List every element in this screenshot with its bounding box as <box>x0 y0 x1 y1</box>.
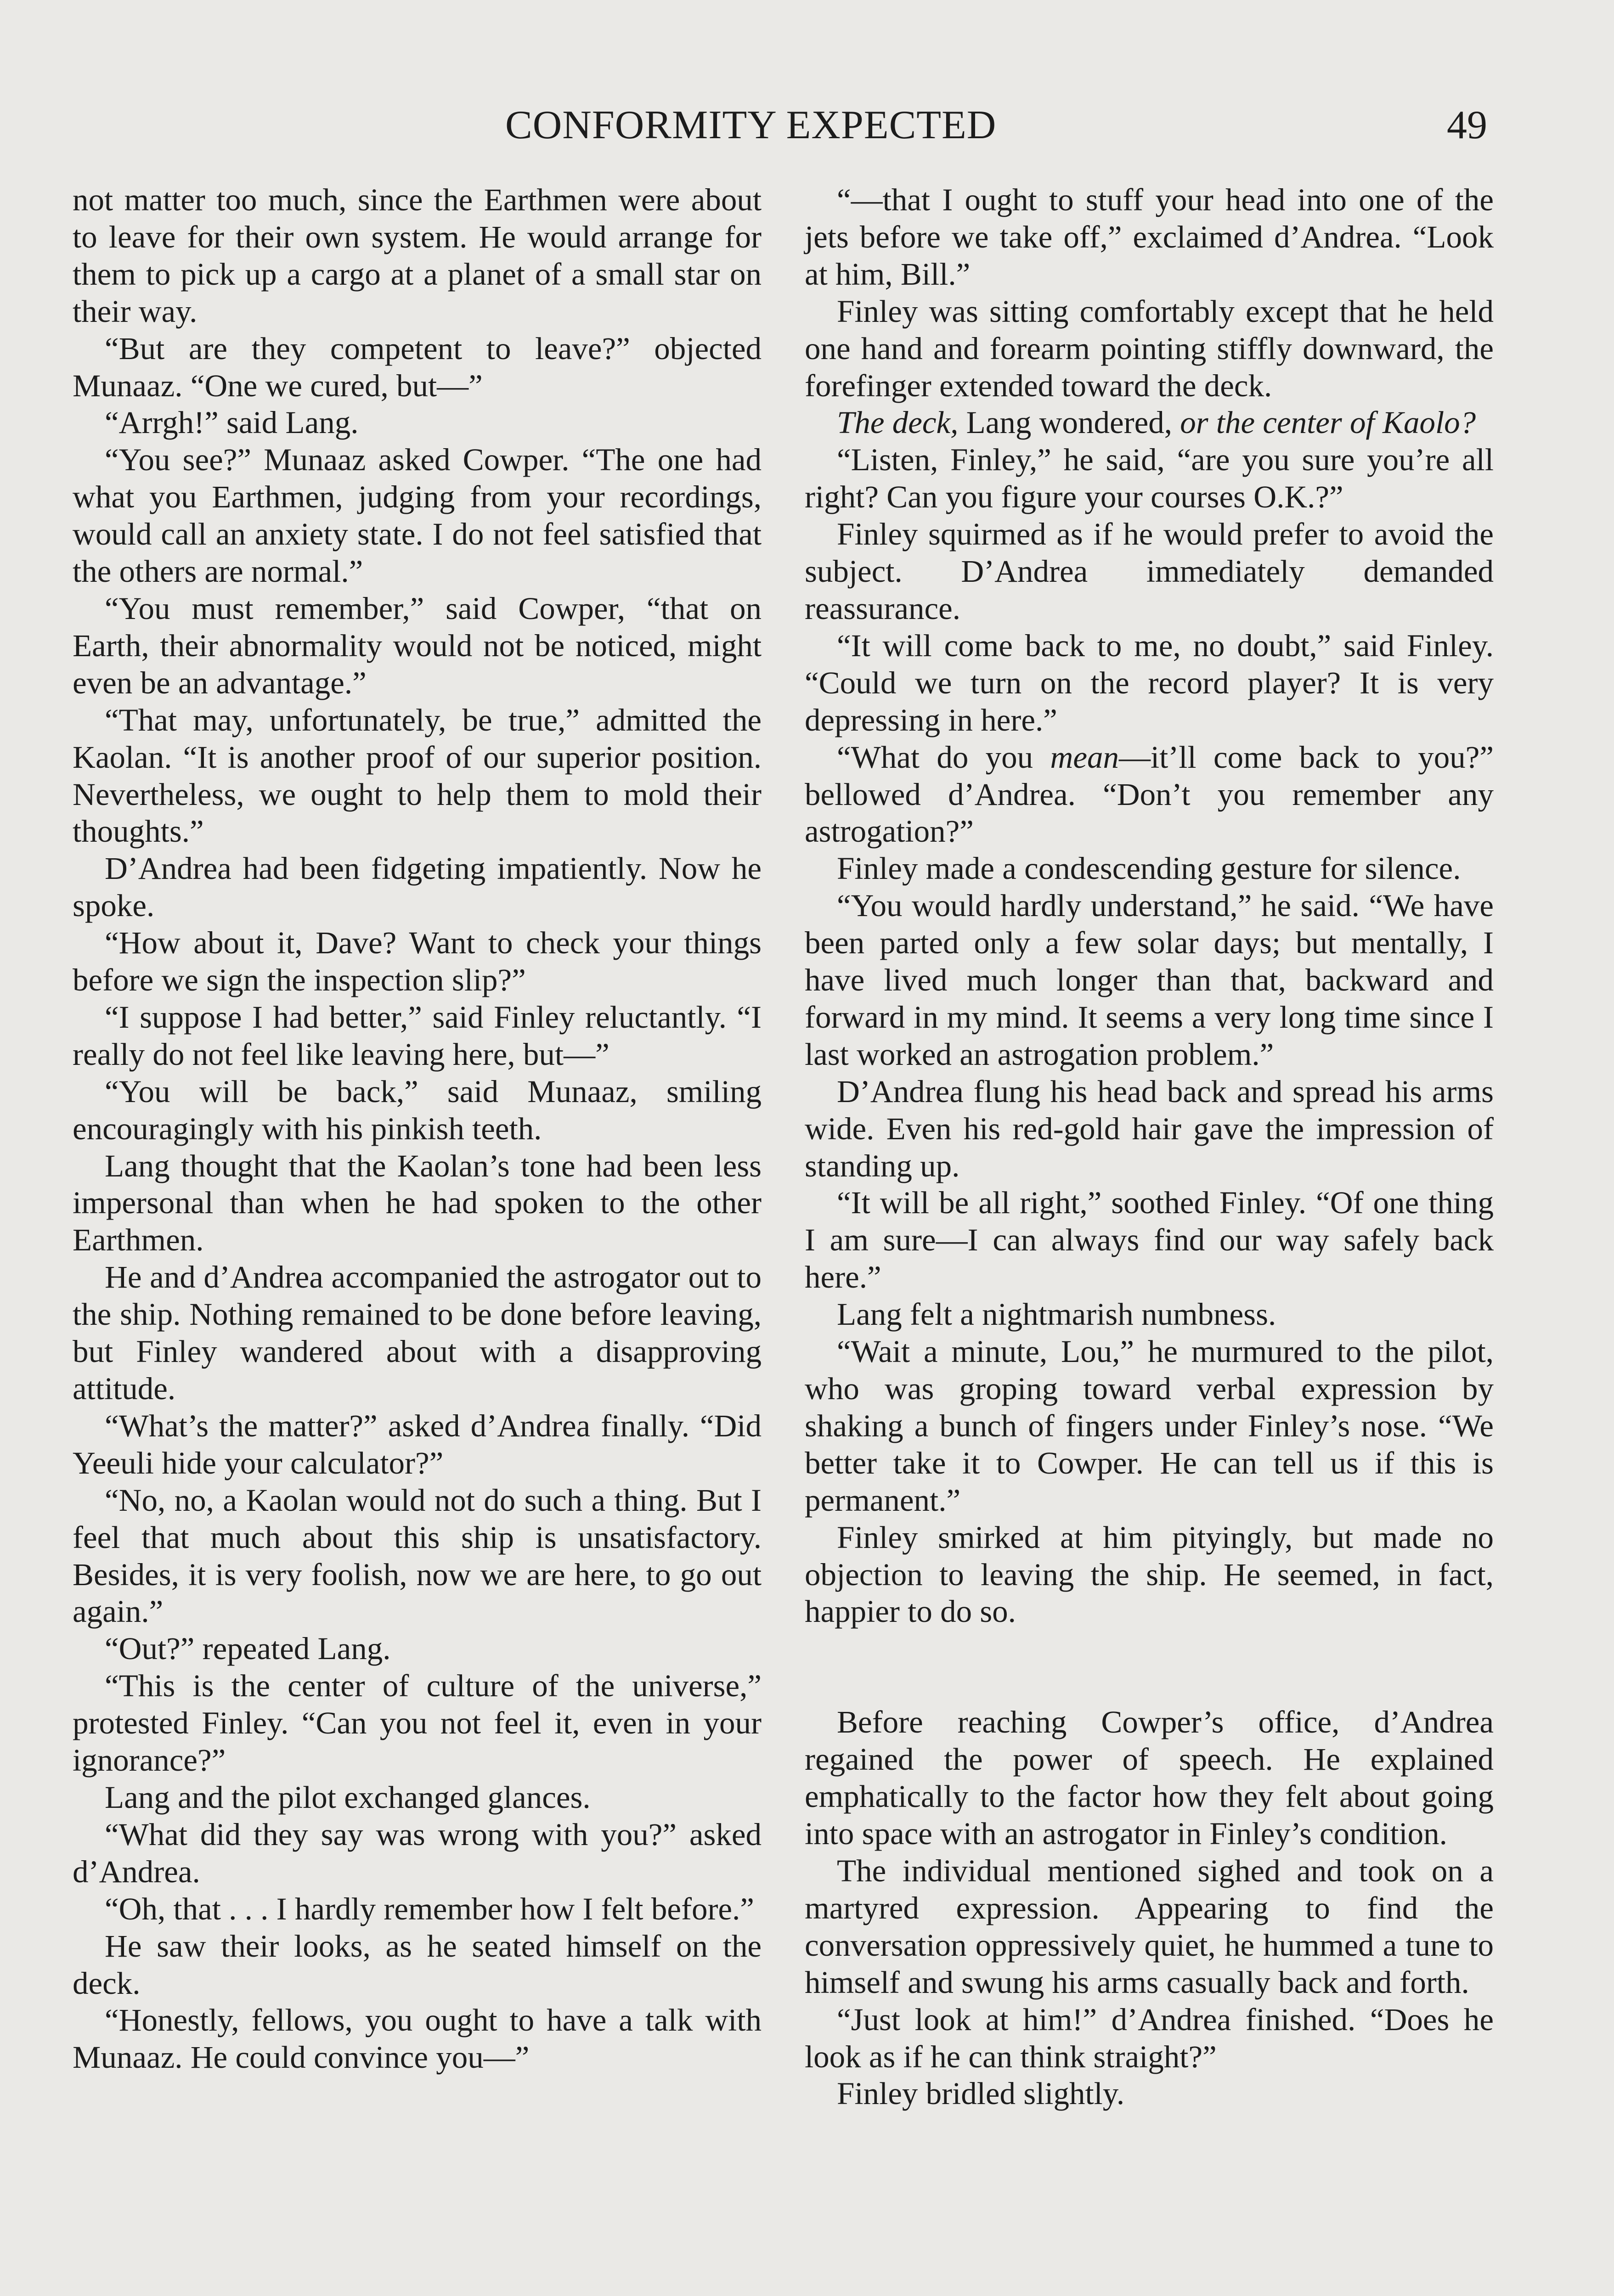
paragraph: “What did they say was wrong with you?” asked d’Andrea. <box>73 1817 762 1889</box>
paragraph: “How about it, Dave? Want to check your things before we sign the inspection slip?” <box>73 925 762 998</box>
paragraph-text: “What do you <box>837 739 1050 775</box>
paragraph-text: Lang wondered, <box>958 405 1180 440</box>
paragraph: Finley was sitting comfortably except that he held one hand and forearm pointing stiffly downward, the forefinger extended toward the deck. <box>805 293 1494 403</box>
paragraph: “—that I ought to stuff your head into one of the jets before we take off,” exclaimed d’Andrea. “Look at him, Bill.” <box>805 182 1494 292</box>
paragraph: “Wait a minute, Lou,” he murmured to the pilot, who was groping toward verbal expression by shaking a bunch of fingers under Finley’s nose. “We better take it to Cowper. He can tell us if this is permanent.” <box>805 1334 1494 1518</box>
paragraph: “Listen, Finley,” he said, “are you sure you’re all right? Can you figure your courses O.K.?” <box>805 442 1494 515</box>
paragraph: “You must remember,” said Cowper, “that on Earth, their abnormality would not be noticed, might even be an advantage.” <box>73 591 762 700</box>
italic-text: or the center of Kaolo? <box>1180 405 1476 440</box>
paragraph: Finley bridled slightly. <box>837 2076 1125 2111</box>
paragraph: “What’s the matter?” asked d’Andrea finally. “Did Yeeuli hide your calculator?” <box>73 1408 762 1480</box>
paragraph: “Honestly, fellows, you ought to have a talk with Munaaz. He could convince you—” <box>73 2003 762 2075</box>
paragraph: Lang felt a nightmarish numbness. <box>837 1297 1276 1332</box>
paragraph: “No, no, a Kaolan would not do such a thing. But I feel that much about this ship is unsatisfactory. Besides, it is very foolish, now we are here, to go out again.” <box>73 1482 762 1629</box>
paragraph: “You will be back,” said Munaaz, smiling encouragingly with his pinkish teeth. <box>73 1074 762 1146</box>
paragraph: “Out?” repeated Lang. <box>105 1631 391 1666</box>
paragraph: “It will be all right,” soothed Finley. “Of one thing I am sure—I can always find our way safely back here.” <box>805 1185 1494 1295</box>
paragraph: “That may, unfortunately, be true,” admitted the Kaolan. “It is another proof of our superior position. Nevertheless, we ought to help them to mold their thoughts.” <box>73 702 762 849</box>
paragraph: “Oh, that . . . I hardly remember how I felt before.” <box>105 1891 754 1926</box>
paragraph: “Just look at him!” d’Andrea finished. “Does he look as if he can think straight?” <box>805 2002 1494 2074</box>
italic-text: mean <box>1050 739 1119 775</box>
paragraph-text: —it’ll come back to you?” bellowed d’Andrea. “Don’t you remember any astrogation?” <box>805 739 1494 849</box>
italic-text: The deck, <box>837 405 959 440</box>
paragraph: not matter too much, since the Earthmen were about to leave for their own system. He would arrange for them to pick up a cargo at a planet of a small star on their way. <box>73 182 762 329</box>
paragraph <box>805 404 1494 441</box>
paragraph: The individual mentioned sighed and took on a martyred expression. Appearing to find the conversation oppressively quiet, he hummed a tune to himself and swung his arms casually back and forth. <box>805 1853 1494 2000</box>
paragraph: “But are they competent to leave?” objected Munaaz. “One we cured, but—” <box>73 331 762 403</box>
page-header <box>0 102 1614 152</box>
paragraph: He and d’Andrea accompanied the astrogator out to the ship. Nothing remained to be done before leaving, but Finley wandered about with a disapproving attitude. <box>73 1260 762 1406</box>
paragraph: “You would hardly understand,” he said. “We have been parted only a few solar days; but mentally, I have lived much longer than that, backward and forward in my mind. It seems a very long time since I last worked an astrogation problem.” <box>805 888 1494 1072</box>
paragraph: “You see?” Munaaz asked Cowper. “The one had what you Earthmen, judging from your recordings, would call an anxiety state. I do not feel satisfied that the others are normal.” <box>73 442 762 589</box>
paragraph: D’Andrea had been fidgeting impatiently. Now he spoke. <box>73 851 762 923</box>
paragraph: Lang and the pilot exchanged glances. <box>105 1779 591 1815</box>
paragraph: D’Andrea flung his head back and spread his arms wide. Even his red-gold hair gave the impression of standing up. <box>805 1074 1494 1183</box>
paragraph: Before reaching Cowper’s office, d’Andrea regained the power of speech. He explained emphatically to the factor how they felt about going into space with an astrogator in Finley’s condition. <box>805 1705 1494 1851</box>
paragraph: “This is the center of culture of the universe,” protested Finley. “Can you not feel it, even in your ignorance?” <box>73 1668 762 1778</box>
paragraph: Finley smirked at him pityingly, but made no objection to leaving the ship. He seemed, in fact, happier to do so. <box>805 1519 1494 1629</box>
left-column <box>73 181 762 2076</box>
paragraph: “Arrgh!” said Lang. <box>105 405 359 440</box>
running-title: CONFORMITY EXPECTED <box>505 103 997 147</box>
paragraph: “I suppose I had better,” said Finley reluctantly. “I really do not feel like leaving here, but—” <box>73 999 762 1072</box>
paragraph: He saw their looks, as he seated himself on the deck. <box>73 1928 762 2001</box>
page-number: 49 <box>1447 103 1487 147</box>
paragraph: Finley squirmed as if he would prefer to avoid the subject. D’Andrea immediately demanded reassurance. <box>805 517 1494 626</box>
paragraph: Lang thought that the Kaolan’s tone had been less impersonal than when he had spoken to the other Earthmen. <box>73 1148 762 1258</box>
paragraph: “It will come back to me, no doubt,” said Finley. “Could we turn on the record player? It is very depressing in here.” <box>805 628 1494 737</box>
paragraph <box>805 739 1494 850</box>
paragraph: Finley made a condescending gesture for silence. <box>837 851 1461 886</box>
right-column <box>805 181 1494 2112</box>
